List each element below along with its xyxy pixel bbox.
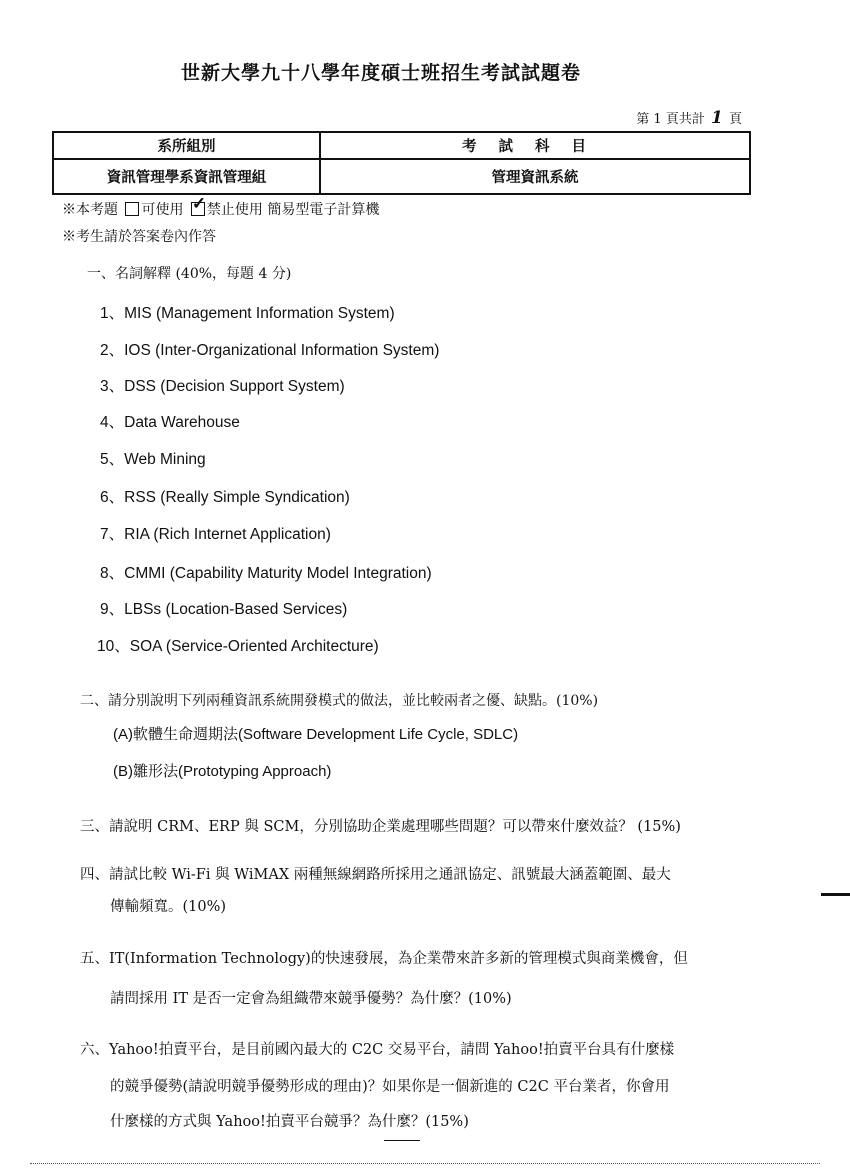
section2-heading: 二、請分別說明下列兩種資訊系統開發模式的做法，並比較兩者之優、缺點。(10%): [80, 693, 599, 709]
section2-option-b: (B)雛形法(Prototyping Approach): [113, 763, 332, 780]
dept-header: 系所組別: [53, 132, 320, 159]
section6-line2: 的競爭優勢(請說明競爭優勢形成的理由)？如果你是一個新進的 C2C 平台業者，你會用: [110, 1079, 670, 1095]
page-current: 1: [653, 112, 662, 127]
term-item: 3、DSS (Decision Support System): [100, 378, 345, 395]
term-item: 5、Web Mining: [100, 451, 206, 468]
margin-scan-mark: [821, 893, 850, 896]
term-item: 7、RIA (Rich Internet Application): [100, 526, 331, 543]
section3-question: 三、請說明 CRM、ERP 與 SCM，分別協助企業處理哪些問題？可以帶來什麼效益？ (15%): [80, 819, 681, 835]
term-item: 8、CMMI (Capability Maturity Model Integration): [100, 565, 432, 582]
term-item: 6、RSS (Really Simple Syndication): [100, 489, 350, 506]
term-item: 4、Data Warehouse: [100, 414, 240, 431]
exam-title: 世新大學九十八學年度碩士班招生考試試題卷: [180, 62, 581, 84]
page-middle: 頁共計: [665, 112, 705, 127]
term-item: 9、LBSs (Location-Based Services): [100, 601, 348, 618]
page-prefix: 第: [636, 112, 650, 127]
page-suffix: 頁: [728, 112, 742, 127]
calc-prefix: ※本考題: [62, 202, 118, 218]
section1-heading: 一、名詞解釋 (40%，每題 4 分): [87, 266, 292, 282]
term-item: 1、MIS (Management Information System): [100, 305, 395, 322]
section5-line2: 請問採用 IT 是否一定會為組織帶來競爭優勢？為什麼？(10%): [110, 991, 512, 1007]
section5-line1: 五、IT(Information Technology)的快速發展，為企業帶來許多新的管理模式與商業機會，但: [80, 951, 688, 967]
term-item: 10、SOA (Service-Oriented Architecture): [97, 638, 379, 655]
dept-value: 資訊管理學系資訊管理組: [53, 159, 320, 194]
section6-line3: 什麼樣的方式與 Yahoo!拍賣平台競爭？為什麼？(15%): [110, 1114, 469, 1130]
page-number: [636, 108, 742, 128]
section4-line1: 四、請試比較 Wi-Fi 與 WiMAX 兩種無線網路所採用之通訊協定、訊號最大涵蓋範圍、最大: [80, 867, 671, 883]
footer-dash: [384, 1140, 420, 1141]
section4-line2: 傳輸頻寬。(10%): [110, 899, 227, 915]
subject-header: 考試科目: [320, 132, 750, 159]
answer-note: ※考生請於答案卷內作答: [62, 229, 216, 245]
term-item: 2、IOS (Inter-Organizational Information System): [100, 342, 440, 359]
forbidden-checkbox-checked: [191, 202, 205, 216]
calc-forbidden-label: 禁止使用: [206, 202, 263, 218]
section2-option-a: (A)軟體生命週期法(Software Development Life Cycle, SDLC): [113, 726, 519, 743]
page-total: 1: [711, 108, 723, 128]
bottom-edge-line: [30, 1163, 820, 1164]
calc-suffix: 簡易型電子計算機: [267, 202, 380, 218]
subject-value: 管理資訊系統: [320, 159, 750, 194]
exam-info-table: [52, 131, 751, 195]
calc-allowed-label: 可使用: [141, 202, 184, 218]
allowed-checkbox: [125, 202, 139, 216]
calculator-note: [62, 199, 379, 219]
section6-line1: 六、Yahoo!拍賣平台，是目前國內最大的 C2C 交易平台，請問 Yahoo!拍賣平台具有什麼樣: [80, 1042, 675, 1058]
